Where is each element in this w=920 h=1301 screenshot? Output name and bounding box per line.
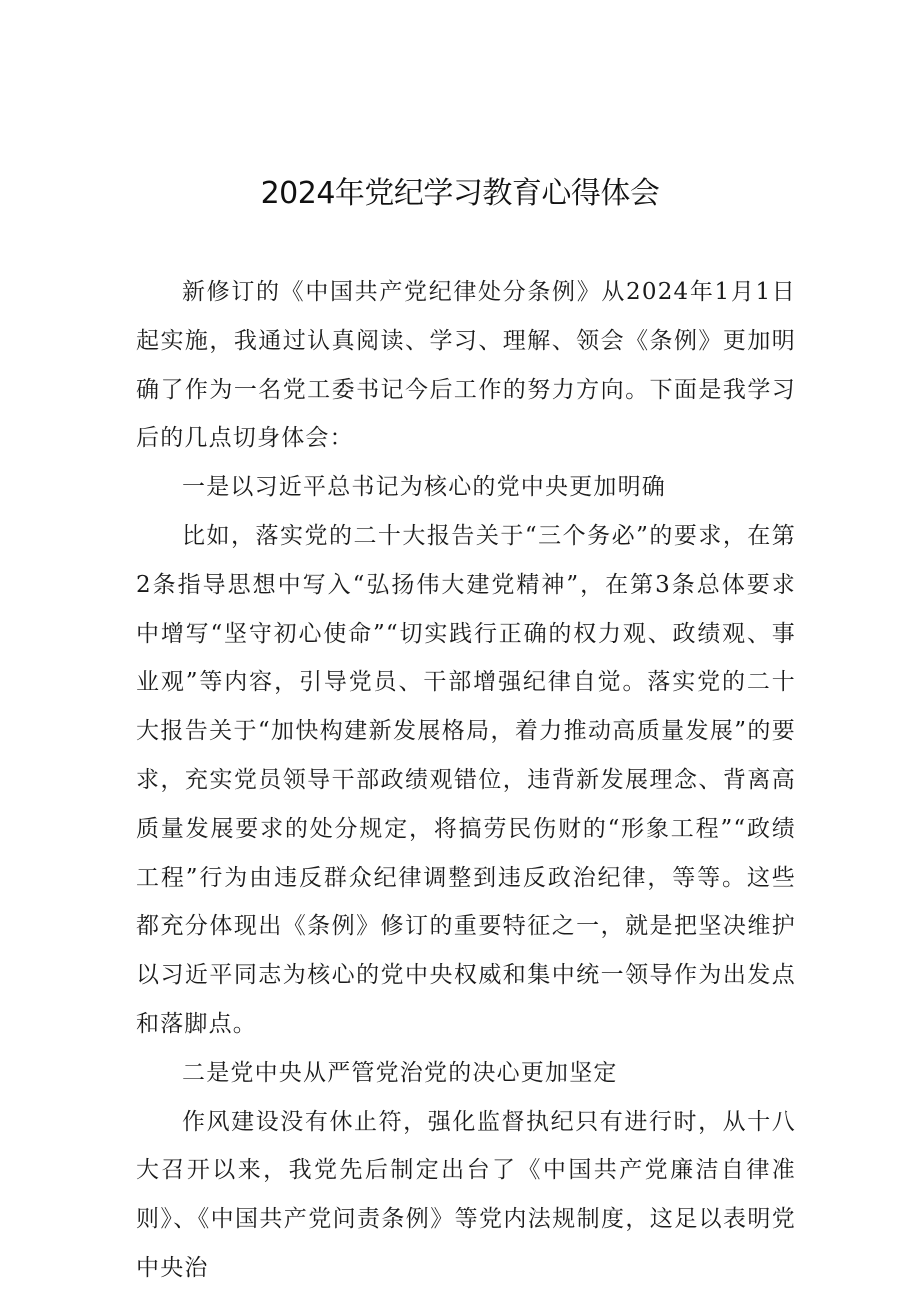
document-title: 2024年党纪学习教育心得体会 (260, 176, 660, 211)
document-body (136, 268, 796, 1293)
paragraph-section-2: 作风建设没有休止符，强化监督执纪只有进行时，从十八大召开以来，我党先后制定出台了《中国共产党廉洁自律准则》、《中国共产党问责条例》等党内法规制度，这足以表明党中央治 (136, 1108, 796, 1281)
section-heading-1: 一是以习近平总书记为核心的党中央更加明确 (182, 474, 666, 501)
section-heading-2: 二是党中央从严管党治党的决心更加坚定 (182, 1059, 618, 1086)
paragraph-section-1: 比如，落实党的二十大报告关于“三个务必”的要求，在第2条指导思想中写入“弘扬伟大建党精神”，在第3条总体要求中增写“坚守初心使命”“切实践行正确的权力观、政绩观、事业观”等内容，引导党员、干部增强纪律自觉。落实党的二十大报告关于“加快构建新发展格局，着力推动高质量发展”的要求，充实党员领导干部政绩观错位，违背新发展理念、背离高质量发展要求的处分规定，将搞劳民伤财的“形象工程”“政绩工程”行为由违反群众纪律调整到违反政治纪律，等等。这些都充分体现出《条例》修订的重要特征之一，就是把坚决维护以习近平同志为核心的党中央权威和集中统一领导作为出发点和落脚点。 (136, 522, 796, 1037)
paragraph-intro: 新修订的《中国共产党纪律处分条例》从2024年1月1日起实施，我通过认真阅读、学习、理解、领会《条例》更加明确了作为一名党工委书记今后工作的努力方向。下面是我学习后的几点切身体会： (136, 279, 796, 452)
